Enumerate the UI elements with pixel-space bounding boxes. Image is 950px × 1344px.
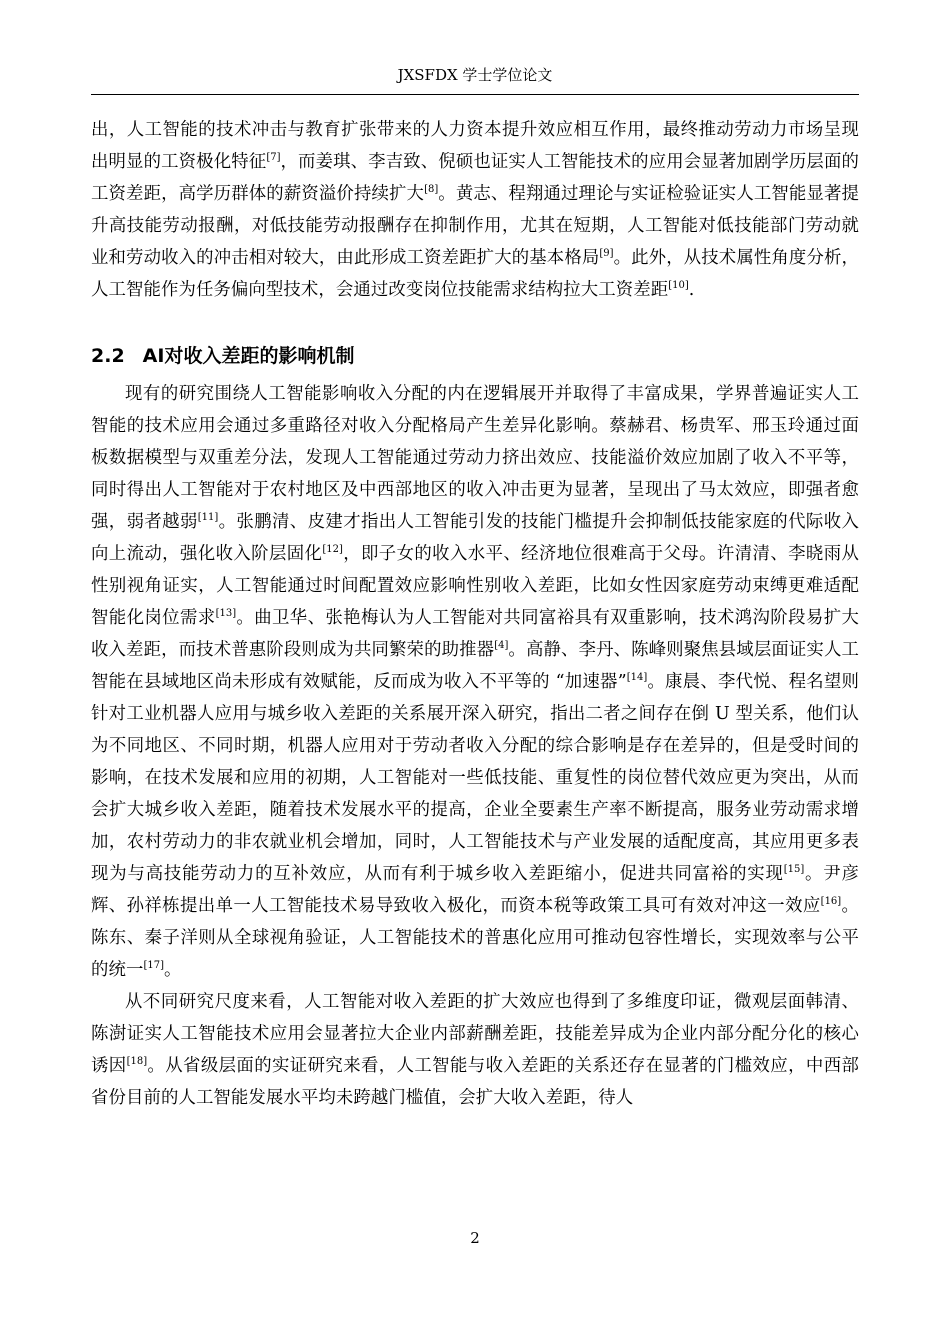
- section-title: AI对收入差距的影响机制: [142, 345, 355, 367]
- citation-ref: [12]: [322, 544, 343, 556]
- citation-ref: [7]: [266, 152, 281, 164]
- citation-ref: [15]: [783, 864, 805, 876]
- paragraph-text: 出，人工智能的技术冲击与教育扩张带来的人力资本提升效应相互作用，最终推动劳动力市场呈现出明显的工资极化特征: [91, 120, 859, 172]
- citation-ref: [18]: [126, 1056, 148, 1068]
- section-heading: [91, 339, 859, 373]
- citation-ref: [4]: [494, 640, 509, 652]
- paragraph-text: 。康晨、李代悦、程名望则针对工业机器人应用与城乡收入差距的关系展开深入研究，指出二者之间存在倒 U 型关系，他们认为不同地区、不同时期，机器人应用对于劳动者收入分配的综合影响是存在差异的，但是受时间的影响，在技术发展和应用的初期，人工智能对一些低技能、重复性的岗位替代效应更为突出，从而会扩大城乡收入差距，随着技术发展水平的提高，企业全要素生产率不断提高，服务业劳动需求增加，农村劳动力的非农就业机会增加，同时，人工智能技术与产业发展的适配度高，其应用更多表现为与高技能劳动力的互补效应，从而有利于城乡收入差距缩小，促进共同富裕的实现: [91, 672, 860, 884]
- citation-ref: [16]: [820, 896, 842, 908]
- paragraph-text: 从不同研究尺度来看，人工智能对收入差距的扩大效应也得到了多维度印证，微观层面韩清、陈澍证实人工智能技术应用会显著拉大企业内部薪酬差距，技能差异成为企业内部分配分化的核心诱因: [91, 992, 859, 1076]
- page-number: 2: [470, 1229, 480, 1247]
- paragraph-text: 。曲卫华、张艳梅认为人工智能对共同富裕具有双重影响，技术鸿沟阶段易扩大收入差距，而技术普惠阶段则成为共同繁荣的助推器: [91, 608, 859, 660]
- paragraph-text: ，即子女的收入水平、经济地位很难高于父母。许清清、李晓雨从性别视角证实，人工智能通过时间配置效应影响性别收入差距，比如女性因家庭劳动束缚更难适配智能化岗位需求: [91, 544, 859, 628]
- paragraph-text: 。尹彦辉、孙祥栋提出单一人工智能技术易导致收入极化，而资本税等政策工具可有效对冲这一效应: [91, 864, 859, 916]
- citation-ref: [9]: [599, 248, 614, 260]
- paragraph-text: 。此外，从技术属性角度分析，人工智能作为任务偏向型技术，会通过改变岗位技能需求结构拉大工资差距: [91, 248, 859, 300]
- paragraph-text: ，而姜琪、李吉致、倪硕也证实人工智能技术的应用会显著加剧学历层面的工资差距，高学历群体的薪资溢价持续扩大: [91, 152, 859, 204]
- citation-ref: [11]: [197, 512, 219, 524]
- paragraph-text: 。从省级层面的实证研究来看，人工智能与收入差距的关系还存在显著的门槛效应，中西部省份目前的人工智能发展水平均未跨越门槛值，会扩大收入差距，待人: [91, 1056, 859, 1108]
- header-divider: [91, 94, 859, 95]
- paragraph-text: 。张鹏清、皮建才指出人工智能引发的技能门槛提升会抑制低技能家庭的代际收入向上流动，强化收入阶层固化: [91, 512, 859, 564]
- section-number: 2.2: [91, 345, 125, 367]
- paragraph-text: 现有的研究围绕人工智能影响收入分配的内在逻辑展开并取得了丰富成果，学界普遍证实人工智能的技术应用会通过多重路径对收入分配格局产生差异化影响。蔡赫君、杨贵军、邢玉玲通过面板数据模型与双重差分法，发现人工智能通过劳动力挤出效应、技能溢价效应加剧了收入不平等，同时得出人工智能对于农村地区及中西部地区的收入冲击更为显著，呈现出了马太效应，即强者愈强，弱者越弱: [91, 384, 859, 532]
- citation-ref: [14]: [626, 672, 648, 684]
- body-paragraph: [91, 114, 859, 306]
- citation-ref: [13]: [215, 608, 237, 620]
- running-header: JXSFDX 学士学位论文: [397, 66, 553, 84]
- paragraph-text: 。陈东、秦子洋则从全球视角验证，人工智能技术的普惠化应用可推动包容性增长，实现效率与公平的统一: [91, 896, 859, 980]
- citation-ref: [8]: [424, 184, 439, 196]
- paragraph-text: 。高静、李丹、陈峰则聚焦县域层面证实人工智能在县域地区尚未形成有效赋能，反而成为收入不平等的 “加速器”: [91, 640, 859, 692]
- page-body: [91, 114, 859, 1114]
- body-paragraph: [91, 986, 859, 1114]
- paragraph-text: 。黄志、程翔通过理论与实证检验证实人工智能显著提升高技能劳动报酬，对低技能劳动报酬存在抑制作用，尤其在短期，人工智能对低技能部门劳动就业和劳动收入的冲击相对较大，由此形成工资差距扩大的基本格局: [91, 184, 860, 268]
- citation-ref: [10]: [668, 280, 689, 292]
- body-paragraph: [91, 378, 859, 986]
- paragraph-text: .: [688, 280, 695, 300]
- citation-ref: [17]: [143, 960, 165, 972]
- paragraph-text: 。: [164, 960, 182, 980]
